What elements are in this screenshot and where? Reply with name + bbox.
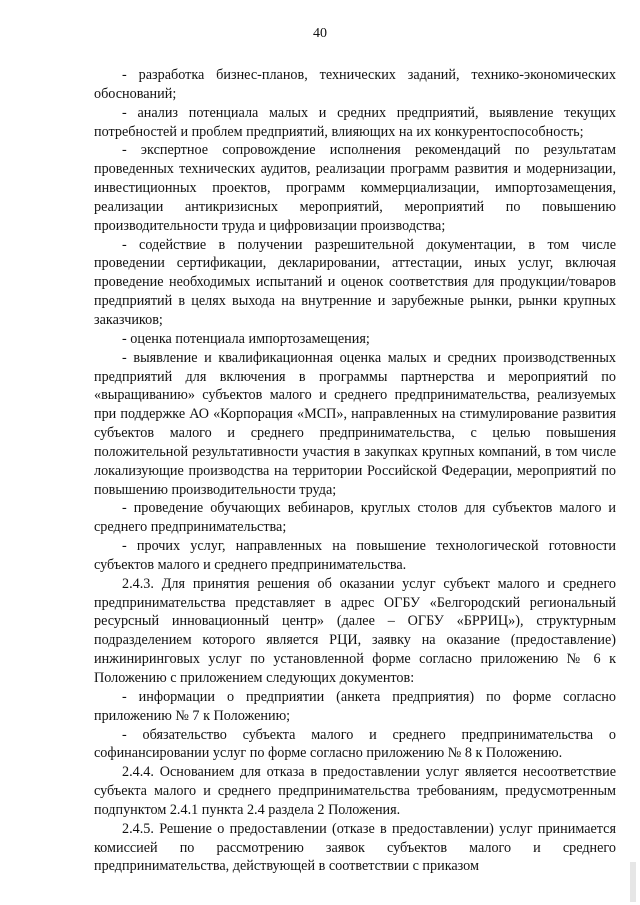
- paragraph-permits-assistance: - содействие в получении разрешительной документации, в том числе проведении сертификации, декларировании, аттестации, иных услуг, включая проведение необходимых испытаний и оценок соответствия для продукции/товаров предприятий в целях выхода на внутренние и зарубежные рынки, рынки крупных заказчиков;: [94, 236, 616, 328]
- paragraph-section-2-4-5: 2.4.5. Решение о предоставлении (отказе в предоставлении) услуг принимается комиссией по рассмотрению заявок субъектов малого и среднего предпринимательства, действующей в соответствии с приказом: [94, 820, 616, 875]
- paragraph-company-info: - информации о предприятии (анкета предприятия) по форме согласно приложению № 7 к Положению;: [94, 688, 616, 724]
- paragraph-potential-analysis: - анализ потенциала малых и средних предприятий, выявление текущих потребностей и проблем предприятий, влияющих на их конкурентоспособность;: [94, 104, 616, 140]
- paragraph-qualification-assessment: - выявление и квалификационная оценка малых и средних производственных предприятий для включения в программы партнерства и мероприятий по «выращиванию» субъектов малого и среднего предпринимательства, реализуемых при поддержке АО «Корпорация «МСП», направленных на стимулирование развития субъектов малого и среднего предпринимательства, с целью повышения положительной результативности участия в закупках крупных компаний, в том числе локализующие производства на территории Российской Федерации, мероприятий по повышению производительности труда;: [94, 349, 616, 498]
- paragraph-import-substitution: - оценка потенциала импортозамещения;: [122, 330, 370, 347]
- paragraph-other-services: - прочих услуг, направленных на повышение технологической готовности субъектов малого и среднего предпринимательства.: [94, 538, 616, 573]
- paragraph-section-2-4-4: 2.4.4. Основанием для отказа в предоставлении услуг является несоответствие субъекта малого и среднего предпринимательства требованиям, предусмотренным подпунктом 2.4.1 пункта 2.4 раздела 2 Положения.: [94, 764, 616, 818]
- paragraph-cofinancing-obligation: - обязательство субъекта малого и среднего предпринимательства о софинансировании услуг по форме согласно приложению № 8 к Положению.: [94, 726, 616, 762]
- page-number: 40: [313, 26, 327, 41]
- paragraph-section-2-4-3: 2.4.3. Для принятия решения об оказании услуг субъект малого и среднего предпринимательства представляет в адрес ОГБУ «Белгородский региональный ресурсный инновационный центр» (далее – ОГБУ «БРРИЦ»), структурным подразделением которого является РЦИ, заявку на оказание (предоставление) инжиниринговых услуг по установленной форме согласно приложению № 6 к Положению с приложением следующих документов:: [94, 575, 616, 686]
- scan-edge-mark: [630, 862, 636, 902]
- document-body: [94, 66, 616, 876]
- paragraph-webinars: - проведение обучающих вебинаров, круглых столов для субъектов малого и среднего предпринимательства;: [94, 500, 616, 536]
- paragraph-business-plans: - разработка бизнес-планов, технических заданий, технико-экономических обоснований;: [94, 67, 616, 102]
- paragraph-expert-support: - экспертное сопровождение исполнения рекомендаций по результатам проведенных технических аудитов, реализации программ развития и модернизации, инвестиционных проектов, программ коммерциализации, импортозамещения, реализации антикризисных мероприятий, мероприятий по повышению производительности труда и цифровизации производства;: [94, 142, 616, 234]
